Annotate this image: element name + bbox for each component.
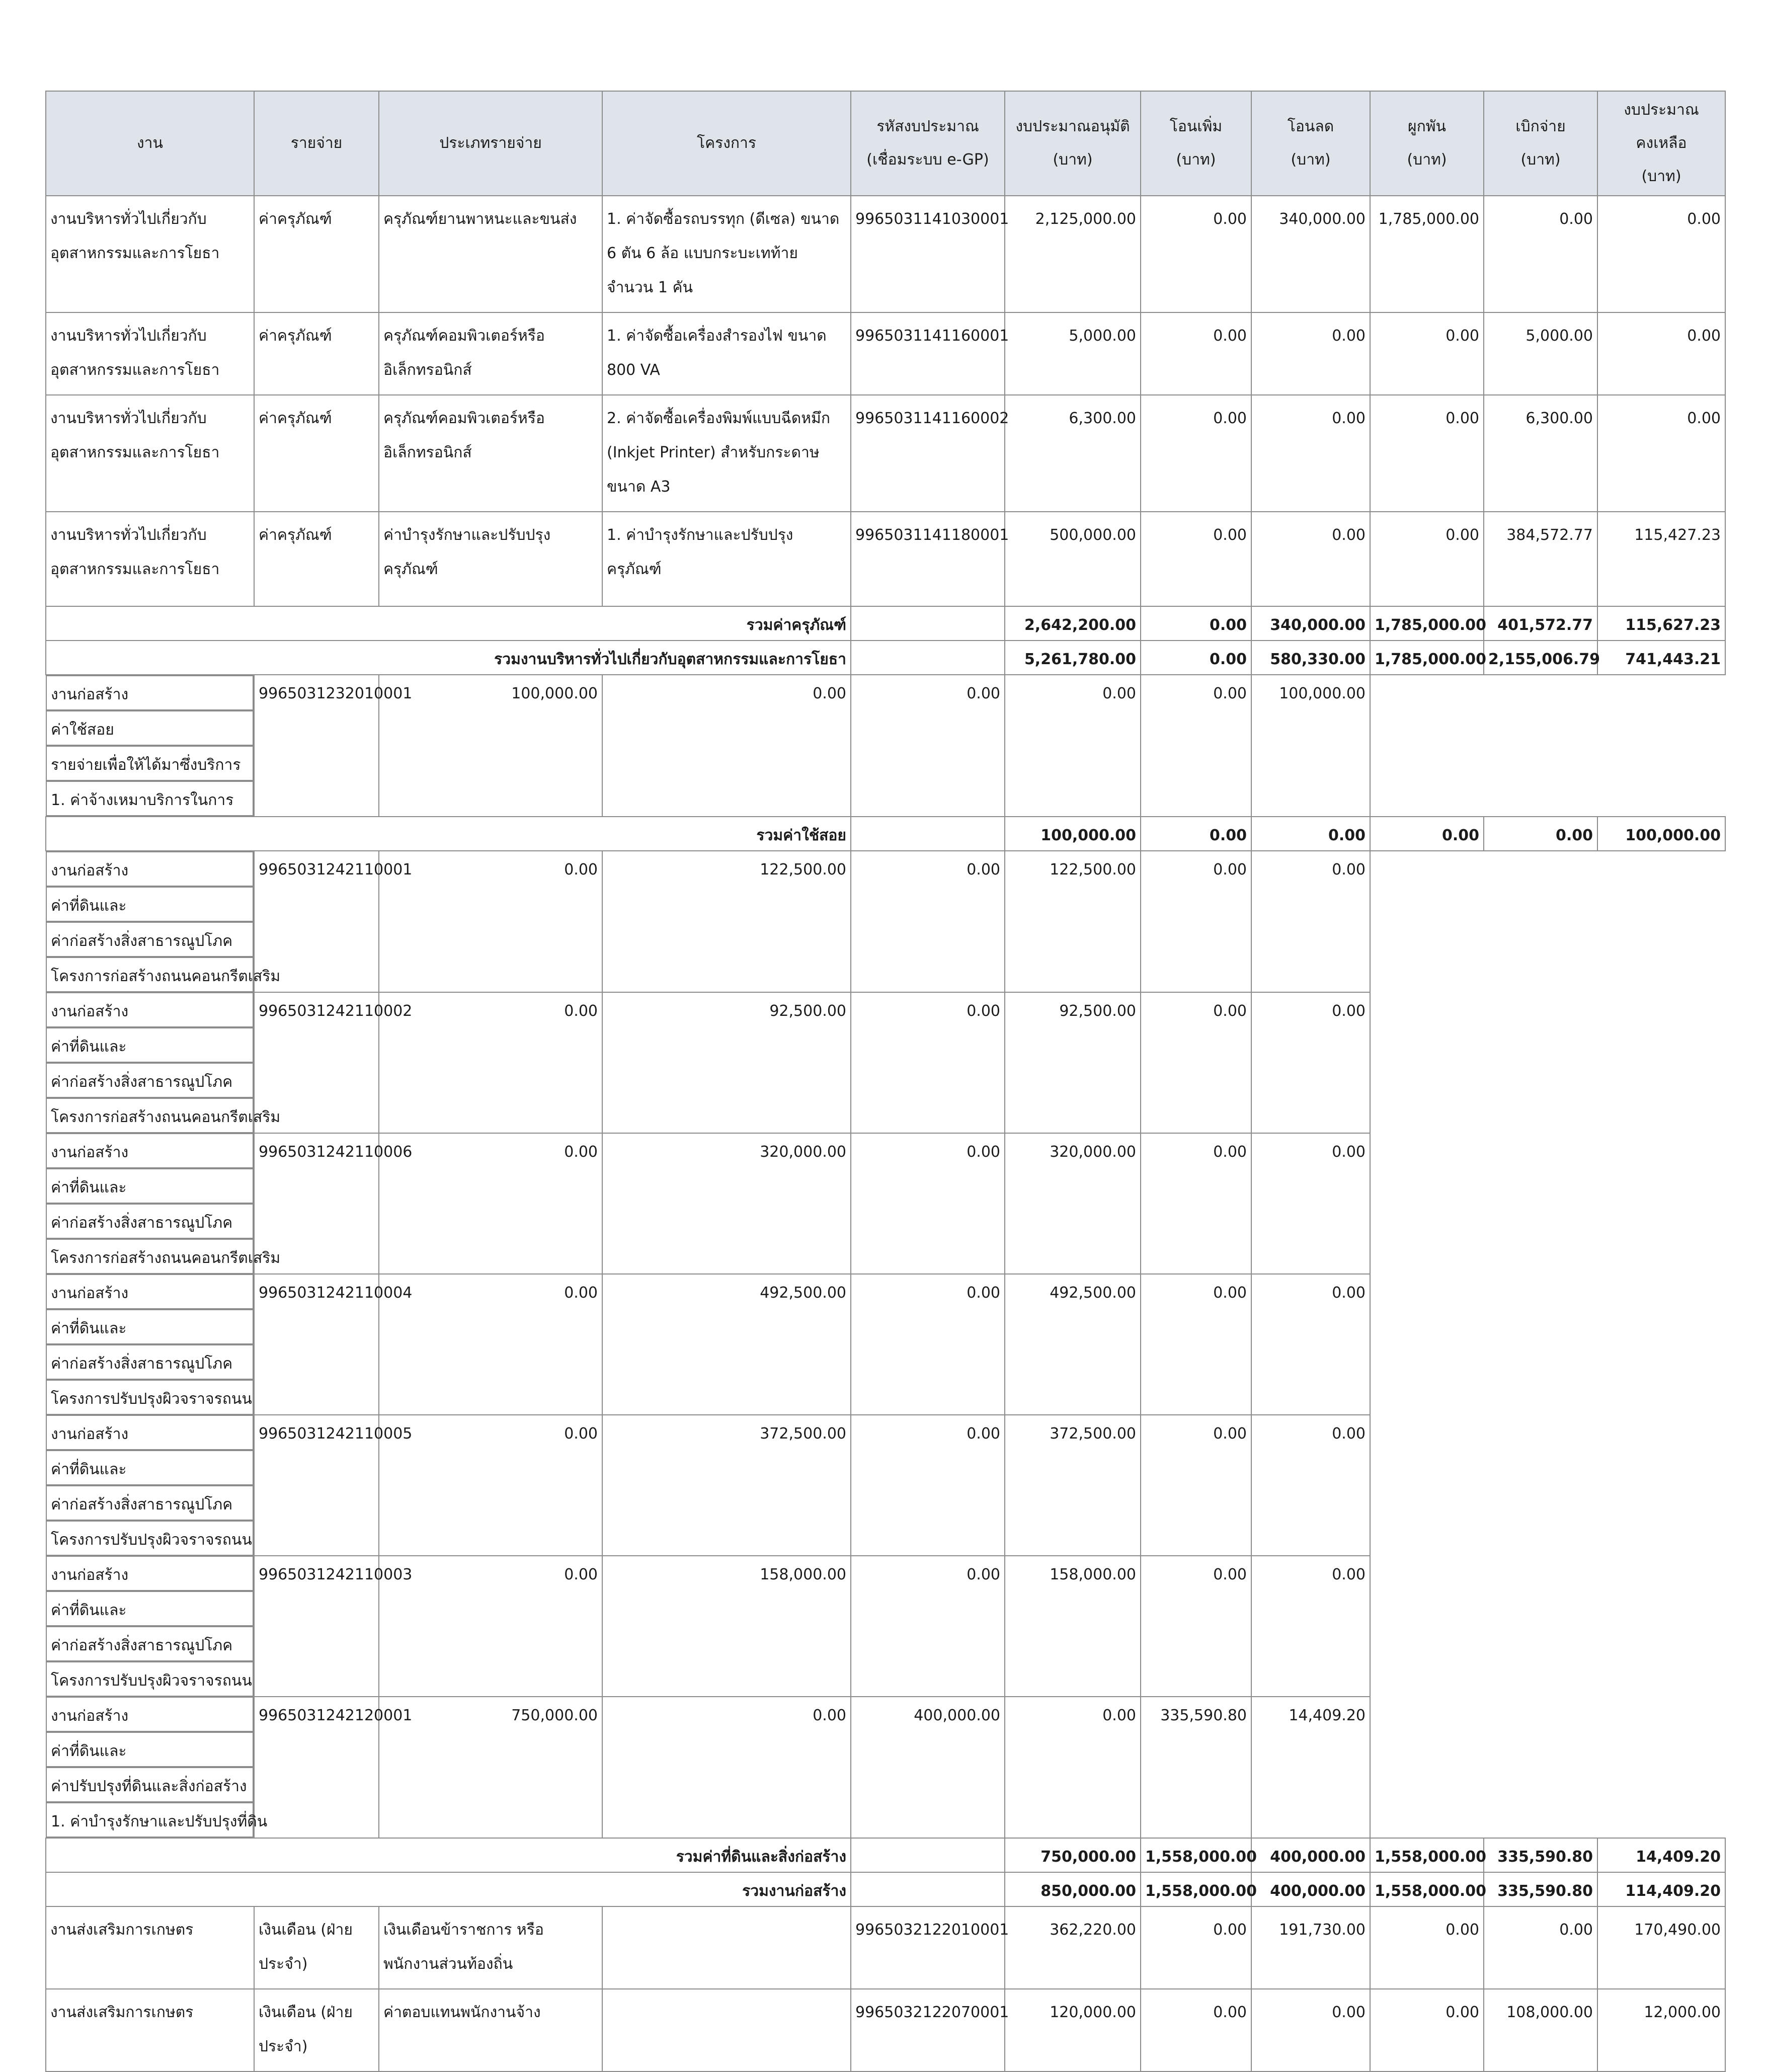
subtotal-remaining-cell: 100,000.00	[1597, 817, 1725, 851]
decrease-cell: 400,000.00	[851, 1697, 1005, 1838]
project-cell: 1. ค่าบำรุงรักษาและปรับปรุงครุภัณฑ์	[602, 512, 851, 606]
code-cell: 9965032122070001	[851, 1989, 1005, 2071]
approved-cell: 0.00	[379, 1415, 602, 1556]
project-cell: โครงการก่อสร้างถนนคอนกรีตเสริม	[46, 1098, 254, 1133]
remaining-cell: 115,427.23	[1597, 512, 1725, 606]
remaining-cell: 0.00	[1251, 1556, 1370, 1697]
subtotal-approved-cell: 5,261,780.00	[1005, 641, 1141, 675]
remaining-cell: 0.00	[1251, 1274, 1370, 1415]
decrease-cell: 0.00	[851, 1274, 1005, 1415]
approved-cell: 6,300.00	[1005, 395, 1141, 512]
subtotal-committed-cell: 1,785,000.00	[1370, 641, 1484, 675]
disbursed-cell: 335,590.80	[1141, 1697, 1251, 1838]
col-code-header	[851, 91, 1005, 196]
remaining-cell: 0.00	[1597, 395, 1725, 512]
subtotal-decrease-cell: 400,000.00	[1251, 1838, 1370, 1872]
committed-cell: 0.00	[1370, 312, 1484, 395]
header-label-line: (บาท)	[1176, 151, 1216, 169]
remaining-cell: 0.00	[1251, 1133, 1370, 1274]
table-row	[46, 512, 1725, 606]
table-row	[46, 312, 1725, 395]
col-remaining-header	[1597, 91, 1725, 196]
header-label-line: (บาท)	[1641, 168, 1681, 185]
subtotal-remaining-cell: 14,409.20	[1597, 1838, 1725, 1872]
category-cell: ค่าก่อสร้างสิ่งสาธารณูปโภค	[46, 1204, 254, 1239]
expense-cell: ค่าที่ดินและ	[46, 1168, 254, 1204]
expense-cell: ค่าครุภัณฑ์	[254, 512, 379, 606]
subtotal-committed-cell: 0.00	[1370, 817, 1484, 851]
code-cell: 9965031242110001	[254, 851, 379, 992]
project-cell: 2. ค่าจัดซื้อเครื่องพิมพ์แบบฉีดหมึก (Inkjet Printer) สำหรับกระดาษ ขนาด A3	[602, 395, 851, 512]
increase-cell: 492,500.00	[602, 1274, 851, 1415]
subtotal-label: รวมค่าครุภัณฑ์	[46, 606, 851, 641]
header-label-line: (บาท)	[1407, 151, 1447, 169]
col-category-header	[379, 91, 602, 196]
project-cell: 1. ค่าจัดซื้อรถบรรทุก (ดีเซล) ขนาด 6 ตัน 6 ล้อ แบบกระบะเทท้าย จำนวน 1 คัน	[602, 196, 851, 312]
decrease-cell: 0.00	[1251, 395, 1370, 512]
project-cell	[602, 1906, 851, 1989]
col-disbursed-header	[1484, 91, 1597, 196]
subtotal-row	[46, 1872, 1725, 1906]
work-cell: งานส่งเสริมการเกษตร	[46, 1989, 254, 2071]
header-label-line: คงเหลือ	[1636, 134, 1687, 152]
header-label-line: ผูกพัน	[1407, 118, 1447, 135]
disbursed-cell: 0.00	[1141, 1556, 1251, 1697]
disbursed-cell: 0.00	[1141, 675, 1251, 817]
subtotal-row	[46, 641, 1725, 675]
expense-cell: ค่าที่ดินและ	[46, 1309, 254, 1344]
increase-cell: 158,000.00	[602, 1556, 851, 1697]
committed-cell: 320,000.00	[1005, 1133, 1141, 1274]
approved-cell: 120,000.00	[1005, 1989, 1141, 2071]
work-cell: งานส่งเสริมการเกษตร	[46, 1906, 254, 1989]
header-label-line: (บาท)	[1291, 151, 1331, 169]
category-cell: ค่าปรับปรุงที่ดินและสิ่งก่อสร้าง	[46, 1767, 254, 1802]
category-cell: ค่าก่อสร้างสิ่งสาธารณูปโภค	[46, 1485, 254, 1521]
subtotal-increase-cell: 1,558,000.00	[1141, 1872, 1251, 1906]
remaining-cell: 0.00	[1597, 196, 1725, 312]
code-cell: 9965031141160001	[851, 312, 1005, 395]
subtotal-decrease-cell: 400,000.00	[1251, 1872, 1370, 1906]
project-cell: 1. ค่าจัดซื้อเครื่องสำรองไฟ ขนาด 800 VA	[602, 312, 851, 395]
subtotal-remaining-cell: 114,409.20	[1597, 1872, 1725, 1906]
table-row	[46, 1415, 1725, 1556]
budget-report-sheet	[45, 91, 1725, 2072]
subtotal-increase-cell: 1,558,000.00	[1141, 1838, 1251, 1872]
subtotal-disbursed-cell: 2,155,006.79	[1484, 641, 1597, 675]
code-cell: 9965031242110002	[254, 992, 379, 1133]
subtotal-row	[46, 817, 1725, 851]
approved-cell: 0.00	[379, 851, 602, 992]
code-cell: 9965031242120001	[254, 1697, 379, 1838]
code-cell: 9965031242110005	[254, 1415, 379, 1556]
subtotal-decrease-cell: 0.00	[1251, 817, 1370, 851]
empty-code-cell	[851, 1838, 1005, 1872]
disbursed-cell: 0.00	[1484, 196, 1597, 312]
approved-cell: 362,220.00	[1005, 1906, 1141, 1989]
committed-cell: 0.00	[1370, 395, 1484, 512]
subtotal-remaining-cell: 741,443.21	[1597, 641, 1725, 675]
increase-cell: 0.00	[1141, 1906, 1251, 1989]
category-cell: ครุภัณฑ์คอมพิวเตอร์หรืออิเล็กทรอนิกส์	[379, 395, 602, 512]
category-cell: ค่าก่อสร้างสิ่งสาธารณูปโภค	[46, 1626, 254, 1661]
subtotal-label: รวมค่าที่ดินและสิ่งก่อสร้าง	[46, 1838, 851, 1872]
table-row	[46, 1697, 1725, 1838]
committed-cell: 0.00	[1370, 1906, 1484, 1989]
subtotal-decrease-cell: 580,330.00	[1251, 641, 1370, 675]
approved-cell: 2,125,000.00	[1005, 196, 1141, 312]
increase-cell: 372,500.00	[602, 1415, 851, 1556]
subtotal-committed-cell: 1,785,000.00	[1370, 606, 1484, 641]
expense-cell: ค่าที่ดินและ	[46, 1591, 254, 1626]
subtotal-label: รวมค่าใช้สอย	[46, 817, 851, 851]
increase-cell: 0.00	[1141, 196, 1251, 312]
table-row	[46, 1556, 1725, 1697]
empty-code-cell	[851, 817, 1005, 851]
header-label-line: โครงการ	[696, 134, 757, 152]
empty-code-cell	[851, 606, 1005, 641]
subtotal-disbursed-cell: 0.00	[1484, 817, 1597, 851]
approved-cell: 100,000.00	[379, 675, 602, 817]
table-row	[46, 851, 1725, 992]
subtotal-label: รวมงานบริหารทั่วไปเกี่ยวกับอุตสาหกรรมและการโยธา	[46, 641, 851, 675]
remaining-cell: 170,490.00	[1597, 1906, 1725, 1989]
disbursed-cell: 5,000.00	[1484, 312, 1597, 395]
header-label-line: โอนลด	[1287, 118, 1334, 135]
work-cell: งานก่อสร้าง	[46, 1697, 254, 1732]
table-body	[46, 196, 1725, 2071]
subtotal-remaining-cell: 115,627.23	[1597, 606, 1725, 641]
work-cell: งานบริหารทั่วไปเกี่ยวกับอุตสาหกรรมและการโยธา	[46, 395, 254, 512]
work-cell: งานก่อสร้าง	[46, 1133, 254, 1168]
header-label-line: (บาท)	[1053, 151, 1093, 169]
empty-code-cell	[851, 1872, 1005, 1906]
col-approved-header	[1005, 91, 1141, 196]
approved-cell: 750,000.00	[379, 1697, 602, 1838]
col-increase-header	[1141, 91, 1251, 196]
remaining-cell: 14,409.20	[1251, 1697, 1370, 1838]
project-cell: 1. ค่าบำรุงรักษาและปรับปรุงที่ดิน	[46, 1802, 254, 1838]
work-cell: งานก่อสร้าง	[46, 851, 254, 887]
table-row	[46, 992, 1725, 1133]
remaining-cell: 0.00	[1597, 312, 1725, 395]
approved-cell: 0.00	[379, 1556, 602, 1697]
category-cell: ค่าบำรุงรักษาและปรับปรุงครุภัณฑ์	[379, 512, 602, 606]
work-cell: งานก่อสร้าง	[46, 675, 254, 710]
category-cell: ครุภัณฑ์ยานพาหนะและขนส่ง	[379, 196, 602, 312]
expense-cell: ค่าใช้สอย	[46, 710, 254, 746]
committed-cell: 492,500.00	[1005, 1274, 1141, 1415]
project-cell: โครงการก่อสร้างถนนคอนกรีตเสริม	[46, 957, 254, 992]
subtotal-increase-cell: 0.00	[1141, 606, 1251, 641]
decrease-cell: 0.00	[1251, 512, 1370, 606]
approved-cell: 0.00	[379, 1274, 602, 1415]
col-committed-header	[1370, 91, 1484, 196]
category-cell: ค่าตอบแทนพนักงานจ้าง	[379, 1989, 602, 2071]
col-project-header	[602, 91, 851, 196]
decrease-cell: 0.00	[851, 851, 1005, 992]
subtotal-disbursed-cell: 335,590.80	[1484, 1872, 1597, 1906]
subtotal-committed-cell: 1,558,000.00	[1370, 1838, 1484, 1872]
increase-cell: 0.00	[1141, 1989, 1251, 2071]
code-cell: 9965031242110006	[254, 1133, 379, 1274]
code-cell: 9965031242110003	[254, 1556, 379, 1697]
disbursed-cell: 384,572.77	[1484, 512, 1597, 606]
col-expense-header	[254, 91, 379, 196]
expense-cell: ค่าที่ดินและ	[46, 887, 254, 922]
increase-cell: 320,000.00	[602, 1133, 851, 1274]
expense-cell: ค่าที่ดินและ	[46, 1027, 254, 1063]
decrease-cell: 0.00	[1251, 1989, 1370, 2071]
increase-cell: 92,500.00	[602, 992, 851, 1133]
project-cell: โครงการปรับปรุงผิวจราจรถนน	[46, 1521, 254, 1556]
committed-cell: 0.00	[1370, 1989, 1484, 2071]
table-row	[46, 1133, 1725, 1274]
work-cell: งานก่อสร้าง	[46, 1415, 254, 1450]
increase-cell: 0.00	[602, 1697, 851, 1838]
table-row	[46, 196, 1725, 312]
header-row	[46, 91, 1725, 196]
subtotal-row	[46, 606, 1725, 641]
category-cell: ครุภัณฑ์คอมพิวเตอร์หรืออิเล็กทรอนิกส์	[379, 312, 602, 395]
project-cell: โครงการปรับปรุงผิวจราจรถนน	[46, 1380, 254, 1415]
expense-cell: ค่าที่ดินและ	[46, 1450, 254, 1485]
header-label-line: โอนเพิ่ม	[1169, 118, 1223, 135]
table-row	[46, 1989, 1725, 2071]
approved-cell: 0.00	[379, 1133, 602, 1274]
decrease-cell: 0.00	[851, 675, 1005, 817]
expense-cell: ค่าครุภัณฑ์	[254, 196, 379, 312]
code-cell: 9965032122010001	[851, 1906, 1005, 1989]
table-header	[46, 91, 1725, 196]
remaining-cell: 0.00	[1251, 851, 1370, 992]
work-cell: งานบริหารทั่วไปเกี่ยวกับอุตสาหกรรมและการโยธา	[46, 512, 254, 606]
disbursed-cell: 108,000.00	[1484, 1989, 1597, 2071]
committed-cell: 0.00	[1370, 512, 1484, 606]
expense-cell: เงินเดือน (ฝ่ายประจำ)	[254, 1989, 379, 2071]
expense-cell: ค่าครุภัณฑ์	[254, 312, 379, 395]
table-row	[46, 675, 1725, 817]
work-cell: งานก่อสร้าง	[46, 1556, 254, 1591]
expense-cell: ค่าที่ดินและ	[46, 1732, 254, 1767]
category-cell: รายจ่ายเพื่อให้ได้มาซึ่งบริการ	[46, 746, 254, 781]
category-cell: ค่าก่อสร้างสิ่งสาธารณูปโภค	[46, 1063, 254, 1098]
approved-cell: 5,000.00	[1005, 312, 1141, 395]
subtotal-label: รวมงานก่อสร้าง	[46, 1872, 851, 1906]
approved-cell: 500,000.00	[1005, 512, 1141, 606]
subtotal-approved-cell: 100,000.00	[1005, 817, 1141, 851]
remaining-cell: 0.00	[1251, 1415, 1370, 1556]
code-cell: 9965031242110004	[254, 1274, 379, 1415]
committed-cell: 1,785,000.00	[1370, 196, 1484, 312]
decrease-cell: 0.00	[1251, 312, 1370, 395]
header-label-line: รายจ่าย	[290, 134, 343, 152]
col-work-header	[46, 91, 254, 196]
col-decrease-header	[1251, 91, 1370, 196]
empty-code-cell	[851, 641, 1005, 675]
subtotal-increase-cell: 0.00	[1141, 641, 1251, 675]
disbursed-cell: 0.00	[1141, 1415, 1251, 1556]
category-cell: เงินเดือนข้าราชการ หรือพนักงานส่วนท้องถิ่น	[379, 1906, 602, 1989]
committed-cell: 158,000.00	[1005, 1556, 1141, 1697]
subtotal-approved-cell: 750,000.00	[1005, 1838, 1141, 1872]
increase-cell: 0.00	[1141, 312, 1251, 395]
committed-cell: 0.00	[1005, 1697, 1141, 1838]
header-label-line: เบิกจ่าย	[1515, 118, 1566, 135]
decrease-cell: 0.00	[851, 992, 1005, 1133]
disbursed-cell: 0.00	[1141, 1133, 1251, 1274]
work-cell: งานก่อสร้าง	[46, 1274, 254, 1309]
table-row	[46, 395, 1725, 512]
table-row	[46, 1274, 1725, 1415]
budget-table	[45, 91, 1726, 2072]
header-label-line: (บาท)	[1520, 151, 1561, 169]
header-label-line: งบประมาณ	[1624, 101, 1699, 119]
decrease-cell: 0.00	[851, 1556, 1005, 1697]
increase-cell: 0.00	[602, 675, 851, 817]
disbursed-cell: 0.00	[1141, 1274, 1251, 1415]
project-cell: โครงการก่อสร้างถนนคอนกรีตเสริม	[46, 1239, 254, 1274]
decrease-cell: 0.00	[851, 1133, 1005, 1274]
code-cell: 9965031141160002	[851, 395, 1005, 512]
disbursed-cell: 6,300.00	[1484, 395, 1597, 512]
subtotal-committed-cell: 1,558,000.00	[1370, 1872, 1484, 1906]
decrease-cell: 340,000.00	[1251, 196, 1370, 312]
header-label-line: (เชื่อมระบบ e-GP)	[866, 151, 989, 169]
expense-cell: เงินเดือน (ฝ่ายประจำ)	[254, 1906, 379, 1989]
project-cell: โครงการปรับปรุงผิวจราจรถนน	[46, 1661, 254, 1697]
subtotal-disbursed-cell: 335,590.80	[1484, 1838, 1597, 1872]
subtotal-increase-cell: 0.00	[1141, 817, 1251, 851]
subtotal-disbursed-cell: 401,572.77	[1484, 606, 1597, 641]
table-row	[46, 1906, 1725, 1989]
subtotal-approved-cell: 850,000.00	[1005, 1872, 1141, 1906]
expense-cell: ค่าครุภัณฑ์	[254, 395, 379, 512]
subtotal-approved-cell: 2,642,200.00	[1005, 606, 1141, 641]
increase-cell: 122,500.00	[602, 851, 851, 992]
work-cell: งานบริหารทั่วไปเกี่ยวกับอุตสาหกรรมและการโยธา	[46, 196, 254, 312]
decrease-cell: 0.00	[851, 1415, 1005, 1556]
code-cell: 9965031141180001	[851, 512, 1005, 606]
disbursed-cell: 0.00	[1141, 992, 1251, 1133]
category-cell: ค่าก่อสร้างสิ่งสาธารณูปโภค	[46, 922, 254, 957]
increase-cell: 0.00	[1141, 512, 1251, 606]
subtotal-row	[46, 1838, 1725, 1872]
header-label-line: งบประมาณอนุมัติ	[1015, 118, 1130, 135]
committed-cell: 0.00	[1005, 675, 1141, 817]
disbursed-cell: 0.00	[1484, 1906, 1597, 1989]
committed-cell: 372,500.00	[1005, 1415, 1141, 1556]
header-label-line: รหัสงบประมาณ	[876, 118, 979, 135]
work-cell: งานก่อสร้าง	[46, 992, 254, 1027]
header-label-line: งาน	[136, 134, 163, 152]
decrease-cell: 191,730.00	[1251, 1906, 1370, 1989]
committed-cell: 92,500.00	[1005, 992, 1141, 1133]
remaining-cell: 0.00	[1251, 992, 1370, 1133]
remaining-cell: 12,000.00	[1597, 1989, 1725, 2071]
increase-cell: 0.00	[1141, 395, 1251, 512]
committed-cell: 122,500.00	[1005, 851, 1141, 992]
project-cell	[602, 1989, 851, 2071]
subtotal-decrease-cell: 340,000.00	[1251, 606, 1370, 641]
disbursed-cell: 0.00	[1141, 851, 1251, 992]
header-label-line: ประเภทรายจ่าย	[439, 134, 542, 152]
category-cell: ค่าก่อสร้างสิ่งสาธารณูปโภค	[46, 1344, 254, 1380]
code-cell: 9965031141030001	[851, 196, 1005, 312]
code-cell: 9965031232010001	[254, 675, 379, 817]
project-cell: 1. ค่าจ้างเหมาบริการในการ	[46, 781, 254, 816]
work-cell: งานบริหารทั่วไปเกี่ยวกับอุตสาหกรรมและการโยธา	[46, 312, 254, 395]
remaining-cell: 100,000.00	[1251, 675, 1370, 817]
approved-cell: 0.00	[379, 992, 602, 1133]
